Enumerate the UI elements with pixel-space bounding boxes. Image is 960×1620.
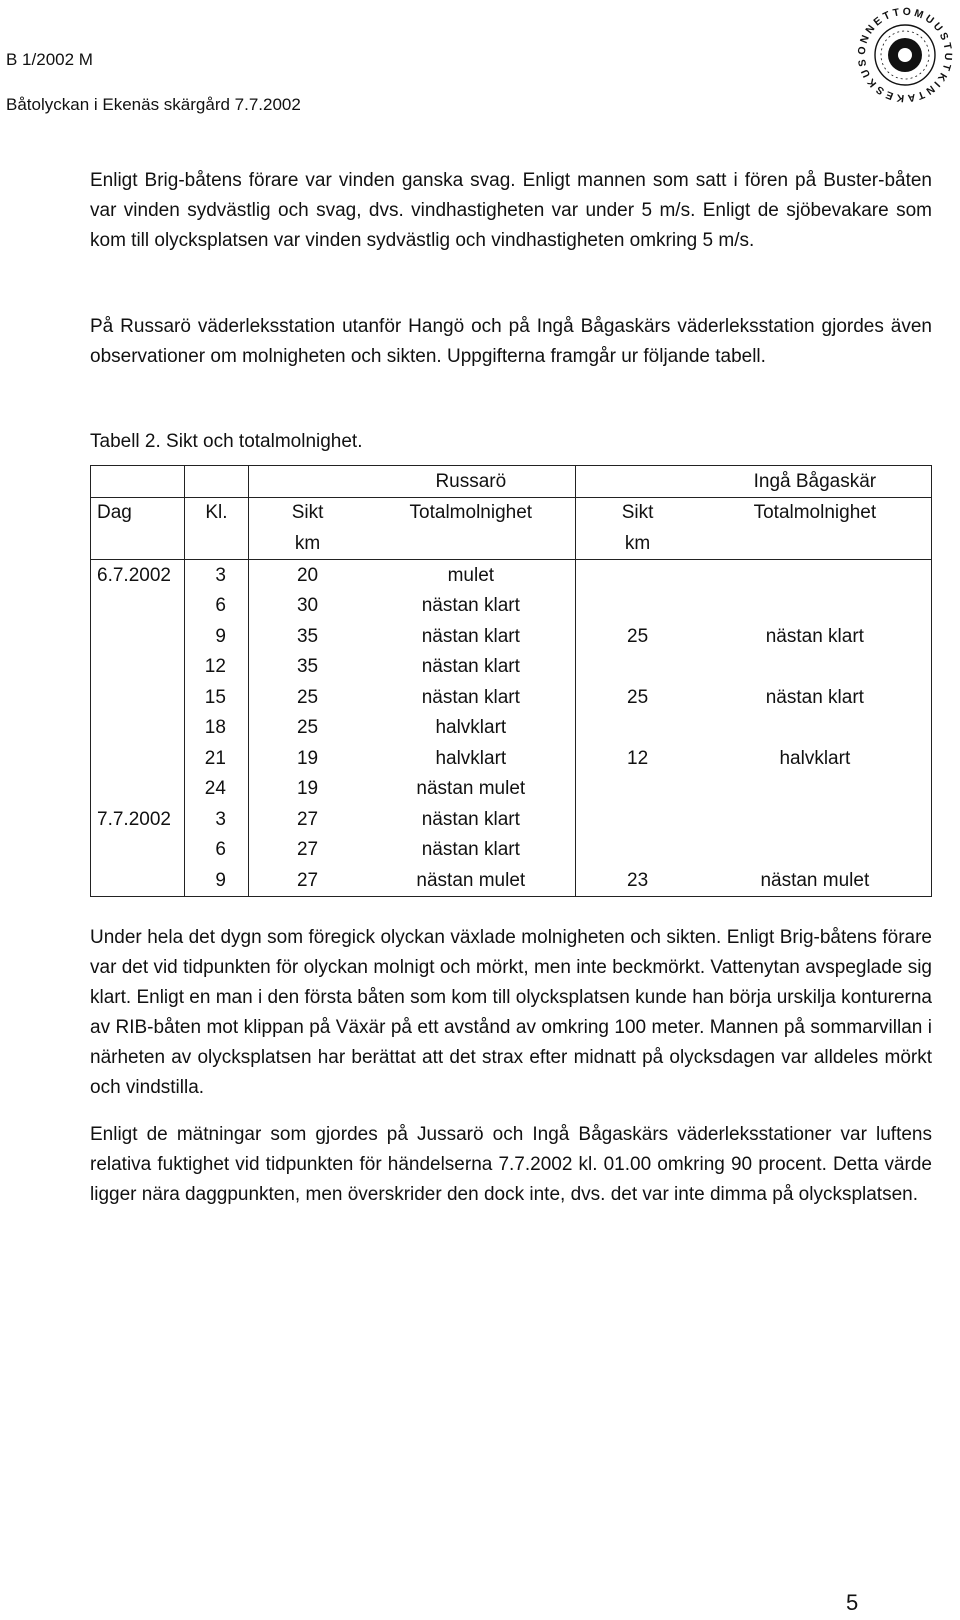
table-row — [91, 804, 932, 835]
cell-kl: 6 — [184, 835, 248, 866]
table-caption: Tabell 2. Sikt och totalmolnighet. — [90, 431, 363, 452]
cell-tot2 — [699, 804, 932, 835]
cell-dag — [91, 621, 185, 652]
cell-sikt2 — [576, 835, 699, 866]
cell-tot1: nästan mulet — [416, 870, 526, 892]
table-row — [91, 743, 932, 774]
cell-kl: 12 — [184, 651, 248, 682]
cell-sikt2 — [576, 713, 699, 744]
cell-kl: 15 — [184, 682, 248, 713]
table-row — [91, 835, 932, 866]
cell-dag — [91, 651, 185, 682]
cell-tot1: nästan klart — [421, 686, 520, 708]
cell-kl: 9 — [184, 621, 248, 652]
table-row — [91, 590, 932, 621]
cell-sikt1: 20 — [248, 559, 366, 590]
cell-tot1: mulet — [447, 564, 495, 586]
cell-kl: 3 — [184, 559, 248, 590]
col-header-totalmolnighet-inga: Totalmolnighet — [699, 497, 932, 528]
visibility-cloud-table — [90, 465, 932, 897]
accident-investigation-board-seal-icon — [852, 2, 958, 108]
cell-dag — [91, 835, 185, 866]
cell-sikt2 — [576, 804, 699, 835]
table-row — [91, 651, 932, 682]
cell-dag — [91, 774, 185, 805]
table-group-header-row — [91, 466, 932, 498]
cell-sikt2: 25 — [576, 682, 699, 713]
col-header-totalmolnighet-russaro: Totalmolnighet — [366, 497, 576, 528]
table-row — [91, 774, 932, 805]
cell-tot1: halvklart — [435, 747, 507, 769]
cell-sikt1: 19 — [248, 743, 366, 774]
cell-tot1: nästan klart — [421, 808, 520, 830]
cell-sikt2 — [576, 651, 699, 682]
cell-tot2 — [699, 651, 932, 682]
cell-tot2 — [699, 774, 932, 805]
group-header-inga: Ingå Bågaskär — [753, 470, 877, 492]
page-number: 5 — [846, 1590, 859, 1615]
cell-sikt2 — [576, 559, 699, 590]
cell-dag — [91, 713, 185, 744]
cell-sikt2: 25 — [576, 621, 699, 652]
cell-kl: 9 — [184, 865, 248, 896]
cell-sikt1: 19 — [248, 774, 366, 805]
unit-sikt-russaro: km — [248, 528, 366, 559]
cell-sikt2: 12 — [576, 743, 699, 774]
cell-tot1: nästan klart — [421, 625, 520, 647]
header-report-title: Båtolyckan i Ekenäs skärgård 7.7.2002 — [6, 95, 301, 114]
cell-sikt1: 35 — [248, 651, 366, 682]
cell-tot2: nästan mulet — [760, 870, 870, 892]
cell-kl: 21 — [184, 743, 248, 774]
cell-dag: 6.7.2002 — [97, 564, 171, 586]
table-row — [91, 621, 932, 652]
cell-tot2 — [699, 835, 932, 866]
cell-kl: 6 — [184, 590, 248, 621]
table-column-header-row — [91, 497, 932, 528]
table-row — [91, 865, 932, 896]
table-row — [91, 713, 932, 744]
cell-tot1: nästan klart — [421, 839, 520, 861]
cell-sikt2 — [576, 774, 699, 805]
cell-tot2 — [699, 590, 932, 621]
col-header-kl: Kl. — [184, 497, 248, 528]
cell-tot2: halvklart — [779, 747, 851, 769]
seal-center-dot — [898, 48, 912, 62]
cell-tot1: nästan klart — [421, 656, 520, 678]
seal-ring-text: ONNETTOMUUSTUTKINTAKESKUS — [855, 5, 955, 105]
cell-sikt1: 30 — [248, 590, 366, 621]
cell-dag — [91, 590, 185, 621]
unit-sikt-inga: km — [576, 528, 699, 559]
cell-tot2 — [699, 713, 932, 744]
cell-dag — [91, 865, 185, 896]
col-header-sikt-russaro: Sikt — [248, 497, 366, 528]
cell-tot1: nästan klart — [421, 595, 520, 617]
cell-dag — [91, 743, 185, 774]
cell-dag: 7.7.2002 — [97, 808, 171, 830]
paragraph-humidity: Enligt de mätningar som gjordes på Jussarö och Ingå Bågaskärs väderleksstationer var luftens relativa fuktighet vid tidpunkten för händelserna 7.7.2002 kl. 01.00 omkring 90 procent. Detta värde ligger nära daggpunkten, men överskrider den dock inte, dvs. det var inte dimma på olycksplatsen. — [90, 1124, 932, 1205]
cell-sikt1: 25 — [248, 682, 366, 713]
group-header-russaro: Russarö — [435, 470, 507, 492]
cell-tot1: halvklart — [435, 717, 507, 739]
cell-kl: 24 — [184, 774, 248, 805]
cell-tot2: nästan klart — [765, 686, 864, 708]
cell-sikt2 — [576, 590, 699, 621]
cell-sikt1: 27 — [248, 804, 366, 835]
table-row — [91, 682, 932, 713]
cell-tot1: nästan mulet — [416, 778, 526, 800]
cell-tot2: nästan klart — [765, 625, 864, 647]
cell-kl: 18 — [184, 713, 248, 744]
cell-tot2 — [699, 559, 932, 590]
table-row — [91, 559, 932, 590]
cell-sikt1: 25 — [248, 713, 366, 744]
col-header-sikt-inga: Sikt — [576, 497, 699, 528]
cell-sikt1: 27 — [248, 865, 366, 896]
paragraph-darkness: Under hela det dygn som föregick olyckan växlade molnigheten och sikten. Enligt Brig-båtens förare var det vid tidpunkten för olyckan molnigt och mörkt, men inte beckmörkt. Vattenytan avspeglade sig klart. Enligt en man i den första båten som kom till olycksplatsen kunde han börja urskilja konturerna av RIB-båten mot klippan på Växär på ett avstånd av omkring 100 meter. Mannen på sommarvillan i närheten av olycksplatsen har berättat att det strax efter midnatt på olycksdagen var alldeles mörkt och vindstilla. — [90, 927, 932, 1098]
paragraph-observations: På Russarö väderleksstation utanför Hangö och på Ingå Bågaskärs väderleksstation gjordes även observationer om molnigheten och sikten. Uppgifterna framgår ur följande tabell. — [90, 316, 932, 367]
cell-dag — [91, 682, 185, 713]
cell-sikt1: 35 — [248, 621, 366, 652]
paragraph-wind: Enligt Brig-båtens förare var vinden ganska svag. Enligt mannen som satt i fören på Buster-båten var vinden sydvästlig och svag, dvs. vindhastigheten var under 5 m/s. Enligt de sjöbevakare som kom till olycksplatsen var vinden sydvästlig och vindhastigheten omkring 5 m/s. — [90, 170, 932, 251]
header-report-id: B 1/2002 M — [6, 50, 93, 69]
table-unit-row — [91, 528, 932, 559]
cell-sikt2: 23 — [576, 865, 699, 896]
cell-kl: 3 — [184, 804, 248, 835]
cell-sikt1: 27 — [248, 835, 366, 866]
col-header-dag: Dag — [97, 502, 132, 524]
